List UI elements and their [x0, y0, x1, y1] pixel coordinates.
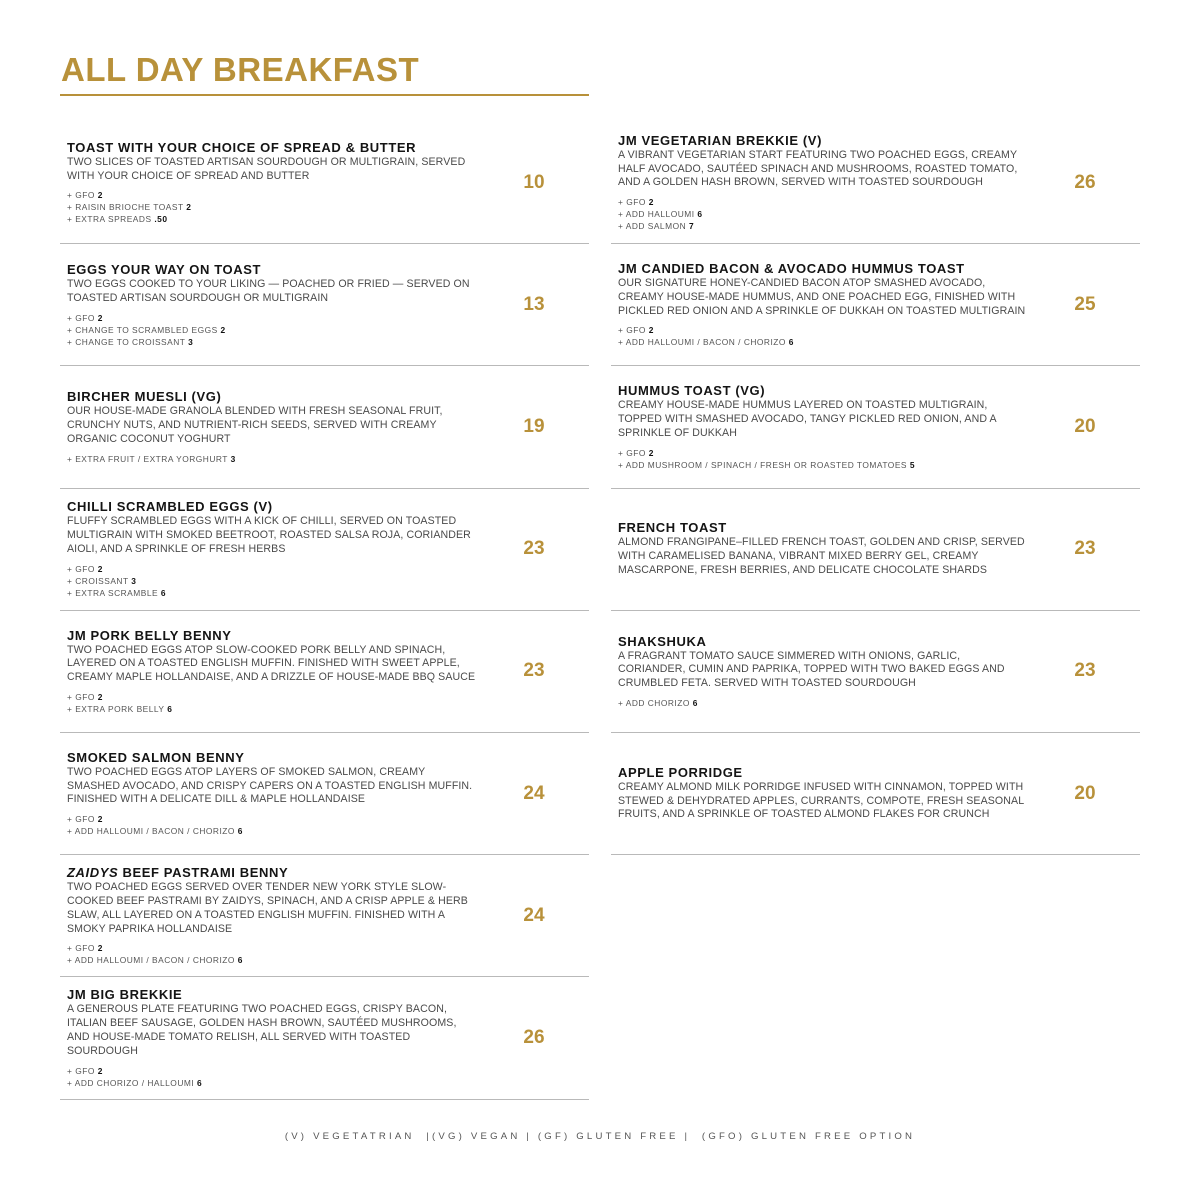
item-price: 19 — [523, 415, 545, 437]
menu-item — [611, 244, 1140, 366]
extra-price: .50 — [154, 214, 168, 225]
extra-price: 6 — [160, 587, 167, 598]
extra-option — [67, 1077, 479, 1089]
extra-label: + EXTRA SPREADS — [67, 214, 152, 225]
menu-item — [611, 366, 1140, 488]
item-price: 20 — [1074, 782, 1096, 804]
extra-label: + GFO — [67, 1065, 95, 1076]
extra-label: + GFO — [618, 447, 646, 458]
extra-price: 6 — [237, 826, 243, 837]
extra-option — [67, 324, 479, 336]
item-description: FLUFFY SCRAMBLED EGGS WITH A KICK OF CHILLI, SERVED ON TOASTED MULTIGRAIN WITH SMOKED BEETROOT, ROASTED SALSA ROJA, CORIANDER AIOLI, AND A SPRINKLE OF FRESH HERBS — [67, 515, 471, 556]
item-price: 20 — [1074, 415, 1096, 437]
extra-option — [67, 942, 479, 954]
extra-option — [618, 459, 1030, 471]
extra-option — [67, 312, 479, 324]
menu-item — [60, 489, 589, 611]
extra-label: + GFO — [618, 197, 646, 208]
item-description: A VIBRANT VEGETARIAN START FEATURING TWO POACHED EGGS, CREAMY HALF AVOCADO, SAUTÉED SPINACH AND MUSHROOMS, ROASTED TOMATO, AND A GOLDEN HASH BROWN, SERVED WITH TOASTED SOURDOUGH — [618, 148, 1018, 189]
extra-option — [618, 324, 1030, 336]
extra-label: + ADD HALLOUMI / BACON / CHORIZO — [618, 337, 786, 348]
extra-price: 6 — [237, 955, 243, 966]
extra-label: + EXTRA FRUIT / EXTRA YORGHURT — [67, 453, 228, 464]
item-price: 26 — [1074, 171, 1096, 193]
extra-price: 2 — [97, 563, 103, 574]
item-price: 24 — [523, 782, 545, 804]
extra-price: 2 — [648, 197, 654, 208]
item-description: OUR SIGNATURE HONEY-CANDIED BACON ATOP SMASHED AVOCADO, CREAMY HOUSE-MADE HUMMUS, AND ONE POACHED EGG, FINISHED WITH PICKLED RED ONION AND A SPRINKLE OF DUKKAH ON TOASTED MULTIGRAIN — [618, 277, 1026, 317]
item-name-text: SHAKSHUKA — [618, 633, 707, 649]
menu-item — [60, 366, 589, 488]
item-extras — [67, 453, 479, 465]
menu-item — [60, 244, 589, 366]
extra-price: 6 — [697, 209, 703, 220]
item-name-text: CHILLI SCRAMBLED EGGS (V) — [67, 499, 273, 515]
item-name — [618, 634, 1030, 649]
extra-label: + ADD HALLOUMI / BACON / CHORIZO — [67, 826, 235, 837]
item-description: TWO EGGS COOKED TO YOUR LIKING — POACHED OR FRIED — SERVED ON TOASTED ARTISAN SOURDOUGH OR MULTIGRAIN — [67, 277, 470, 304]
item-name-text: HUMMUS TOAST (VG) — [618, 383, 766, 399]
item-description: TWO POACHED EGGS ATOP LAYERS OF SMOKED SALMON, CREAMY SMASHED AVOCADO, AND CRISPY CAPERS ON A TOASTED ENGLISH MUFFIN. FINISHED WITH A DELICATE DILL & MAPLE HOLLANDAISE — [67, 765, 473, 806]
extra-label: + CHANGE TO CROISSANT — [67, 336, 186, 347]
item-description: CREAMY HOUSE-MADE HUMMUS LAYERED ON TOASTED MULTIGRAIN, TOPPED WITH SMASHED AVOCADO, TANGY PICKLED RED ONION, AND A SPRINKLE OF DUKKAH — [618, 399, 997, 439]
extra-price: 3 — [230, 453, 236, 464]
extra-label: + GFO — [67, 190, 95, 201]
extra-label: + ADD HALLOUMI / BACON / CHORIZO — [67, 955, 235, 966]
item-name-text: JM VEGETARIAN BREKKIE (V) — [618, 132, 822, 148]
item-name — [67, 262, 479, 277]
item-extras — [67, 942, 479, 966]
menu-item — [60, 855, 589, 977]
extra-price: 6 — [788, 337, 794, 348]
menu-column-right — [611, 122, 1140, 855]
extra-option — [67, 453, 479, 465]
item-name — [67, 987, 479, 1002]
item-description: CREAMY ALMOND MILK PORRIDGE INFUSED WITH CINNAMON, TOPPED WITH STEWED & DEHYDRATED APPLES, CURRANTS, COMPOTE, FRESH SEASONAL FRUITS, AND A SPRINKLE OF TOASTED ALMOND FLAKES FOR CRUNCH — [618, 780, 1024, 821]
item-price: 25 — [1074, 293, 1096, 315]
extra-label: + ADD CHORIZO — [618, 698, 690, 709]
extra-label: + ADD MUSHROOM / SPINACH / FRESH OR ROASTED TOMATOES — [618, 459, 907, 470]
item-name — [618, 383, 1030, 398]
extra-label: + CHANGE TO SCRAMBLED EGGS — [67, 324, 218, 335]
item-extras — [67, 1065, 479, 1089]
extra-label: + ADD SALMON — [618, 221, 687, 232]
extra-price: 6 — [167, 704, 173, 715]
item-name — [67, 865, 479, 880]
item-name-brand: ZAIDYS — [67, 865, 119, 881]
extra-price: 3 — [188, 336, 194, 347]
extra-option — [67, 825, 479, 837]
item-name — [618, 261, 1030, 276]
menu-item — [611, 733, 1140, 855]
extra-price: 2 — [97, 312, 103, 323]
extra-option — [618, 447, 1030, 459]
item-description: TWO POACHED EGGS SERVED OVER TENDER NEW YORK STYLE SLOW-COOKED BEEF PASTRAMI BY ZAIDYS, SPINACH, AND A CRISP APPLE & HERB SLAW, ALL LAYERED ON A TOASTED ENGLISH MUFFIN. FINISHED WITH A SMOKY PAPRIKA HOLLANDAISE — [67, 881, 468, 935]
extra-label: + EXTRA PORK BELLY — [67, 704, 165, 715]
extra-option — [67, 813, 479, 825]
extra-option — [618, 196, 1030, 208]
extra-price: 2 — [220, 324, 226, 335]
extra-label: + CROISSANT — [67, 575, 129, 586]
menu-item — [60, 122, 589, 244]
extra-option — [67, 587, 479, 599]
menu-item — [60, 977, 589, 1099]
extra-price: 2 — [648, 447, 654, 458]
extra-price: 6 — [197, 1077, 203, 1088]
item-description: A FRAGRANT TOMATO SAUCE SIMMERED WITH ONIONS, GARLIC, CORIANDER, CUMIN AND PAPRIKA, TOPPED WITH TWO BAKED EGGS AND CRUMBLED FETA. SERVED WITH TOASTED SOURDOUGH — [618, 649, 1005, 690]
item-extras — [67, 563, 479, 599]
item-name — [67, 628, 479, 643]
item-extras — [67, 189, 479, 225]
item-name-text: JM PORK BELLY BENNY — [67, 627, 232, 643]
extra-option — [67, 201, 479, 213]
extra-price: 2 — [97, 692, 103, 703]
item-name — [618, 765, 1030, 780]
item-extras — [618, 447, 1030, 471]
extra-option — [618, 220, 1030, 232]
extra-option — [67, 575, 479, 587]
extra-label: + GFO — [618, 325, 646, 336]
extra-label: + GFO — [67, 692, 95, 703]
extra-price: 2 — [97, 190, 103, 201]
menu-title: ALL DAY BREAKFAST — [61, 51, 420, 88]
item-description: TWO POACHED EGGS ATOP SLOW-COOKED PORK BELLY AND SPINACH, LAYERED ON A TOASTED ENGLISH MUFFIN. FINISHED WITH SWEET APPLE, CREAMY MAPLE HOLLANDAISE, AND A DRIZZLE OF HOUSE-MADE BBQ SAUCE — [67, 643, 476, 684]
extra-label: + EXTRA SCRAMBLE — [67, 587, 159, 598]
item-name-text: BIRCHER MUESLI (VG) — [67, 389, 222, 405]
item-extras — [67, 813, 479, 837]
extra-label: + RAISIN BRIOCHE TOAST — [67, 202, 184, 213]
item-price: 24 — [523, 904, 545, 926]
extra-option — [67, 1065, 479, 1077]
item-description: ALMOND FRANGIPANE–FILLED FRENCH TOAST, GOLDEN AND CRISP, SERVED WITH CARAMELISED BANANA, VIBRANT MIXED BERRY GEL, CREAMY MASCARPONE, FRESH BERRIES, AND DELICATE CHOCOLATE SHARDS — [618, 536, 1025, 577]
menu-item — [611, 489, 1140, 611]
extra-option — [67, 691, 479, 703]
extra-option — [67, 563, 479, 575]
menu-column-left — [60, 122, 589, 1100]
extra-option — [67, 336, 479, 348]
item-name-text: APPLE PORRIDGE — [618, 764, 743, 780]
item-name — [67, 750, 479, 765]
menu-item — [611, 611, 1140, 733]
item-price: 10 — [523, 171, 545, 193]
extra-option — [618, 208, 1030, 220]
extra-price: 3 — [131, 575, 137, 586]
item-extras — [67, 691, 479, 715]
extra-label: + GFO — [67, 814, 95, 825]
extra-price: 2 — [97, 814, 103, 825]
extra-label: + GFO — [67, 312, 95, 323]
extra-price: 2 — [186, 202, 192, 213]
item-extras — [618, 697, 1030, 709]
menu-item — [60, 611, 589, 733]
item-description: OUR HOUSE-MADE GRANOLA BLENDED WITH FRESH SEASONAL FRUIT, CRUNCHY NUTS, AND NUTRIENT-RICH SEEDS, SERVED WITH CREAMY ORGANIC COCONUT YOGHURT — [67, 405, 443, 445]
extra-label: + GFO — [67, 563, 95, 574]
menu-item — [611, 122, 1140, 244]
item-name — [67, 389, 479, 404]
item-price: 13 — [523, 293, 545, 315]
item-name-text: TOAST WITH YOUR CHOICE OF SPREAD & BUTTER — [67, 139, 417, 155]
item-name-text: FRENCH TOAST — [618, 520, 727, 536]
item-extras — [618, 196, 1030, 232]
extra-option — [67, 703, 479, 715]
extra-option — [67, 954, 479, 966]
item-price: 26 — [523, 1026, 545, 1048]
dietary-legend: (V) VEGETATRIAN |(VG) VEGAN | (GF) GLUTEN FREE | (GFO) GLUTEN FREE OPTION — [284, 1131, 916, 1142]
extra-price: 2 — [648, 325, 654, 336]
title-divider — [60, 94, 589, 96]
item-name-text: JM BIG BREKKIE — [67, 987, 183, 1003]
extra-price: 6 — [692, 698, 698, 709]
item-price: 23 — [523, 538, 545, 560]
extra-option — [67, 213, 479, 225]
item-name — [618, 133, 1030, 148]
item-price: 23 — [523, 660, 545, 682]
extra-label: + ADD HALLOUMI — [618, 209, 695, 220]
item-name-text: JM CANDIED BACON & AVOCADO HUMMUS TOAST — [618, 261, 965, 277]
item-price: 23 — [1074, 538, 1096, 560]
menu-item — [60, 733, 589, 855]
item-name — [618, 520, 1030, 535]
item-extras — [67, 312, 479, 348]
extra-price: 5 — [909, 459, 915, 470]
extra-label: + GFO — [67, 943, 95, 954]
item-name-text: BEEF PASTRAMI BENNY — [118, 865, 289, 881]
item-name — [67, 499, 479, 514]
extra-option — [618, 697, 1030, 709]
item-name — [67, 140, 479, 155]
item-name-text: EGGS YOUR WAY ON TOAST — [67, 261, 262, 277]
item-price: 23 — [1074, 660, 1096, 682]
item-extras — [618, 324, 1030, 348]
extra-price: 7 — [688, 221, 695, 232]
extra-price: 2 — [97, 1065, 103, 1076]
extra-price: 2 — [97, 943, 103, 954]
extra-label: + ADD CHORIZO / HALLOUMI — [67, 1077, 195, 1088]
extra-option — [67, 189, 479, 201]
item-description: TWO SLICES OF TOASTED ARTISAN SOURDOUGH OR MULTIGRAIN, SERVED WITH YOUR CHOICE OF SPREAD AND BUTTER — [67, 155, 466, 182]
item-name-text: SMOKED SALMON BENNY — [67, 749, 245, 765]
item-description: A GENEROUS PLATE FEATURING TWO POACHED EGGS, CRISPY BACON, ITALIAN BEEF SAUSAGE, GOLDEN HASH BROWN, SAUTÉED MUSHROOMS, AND HOUSE-MADE TOMATO RELISH, ALL SERVED WITH TOASTED SOURDOUGH — [67, 1003, 457, 1057]
extra-option — [618, 336, 1030, 348]
